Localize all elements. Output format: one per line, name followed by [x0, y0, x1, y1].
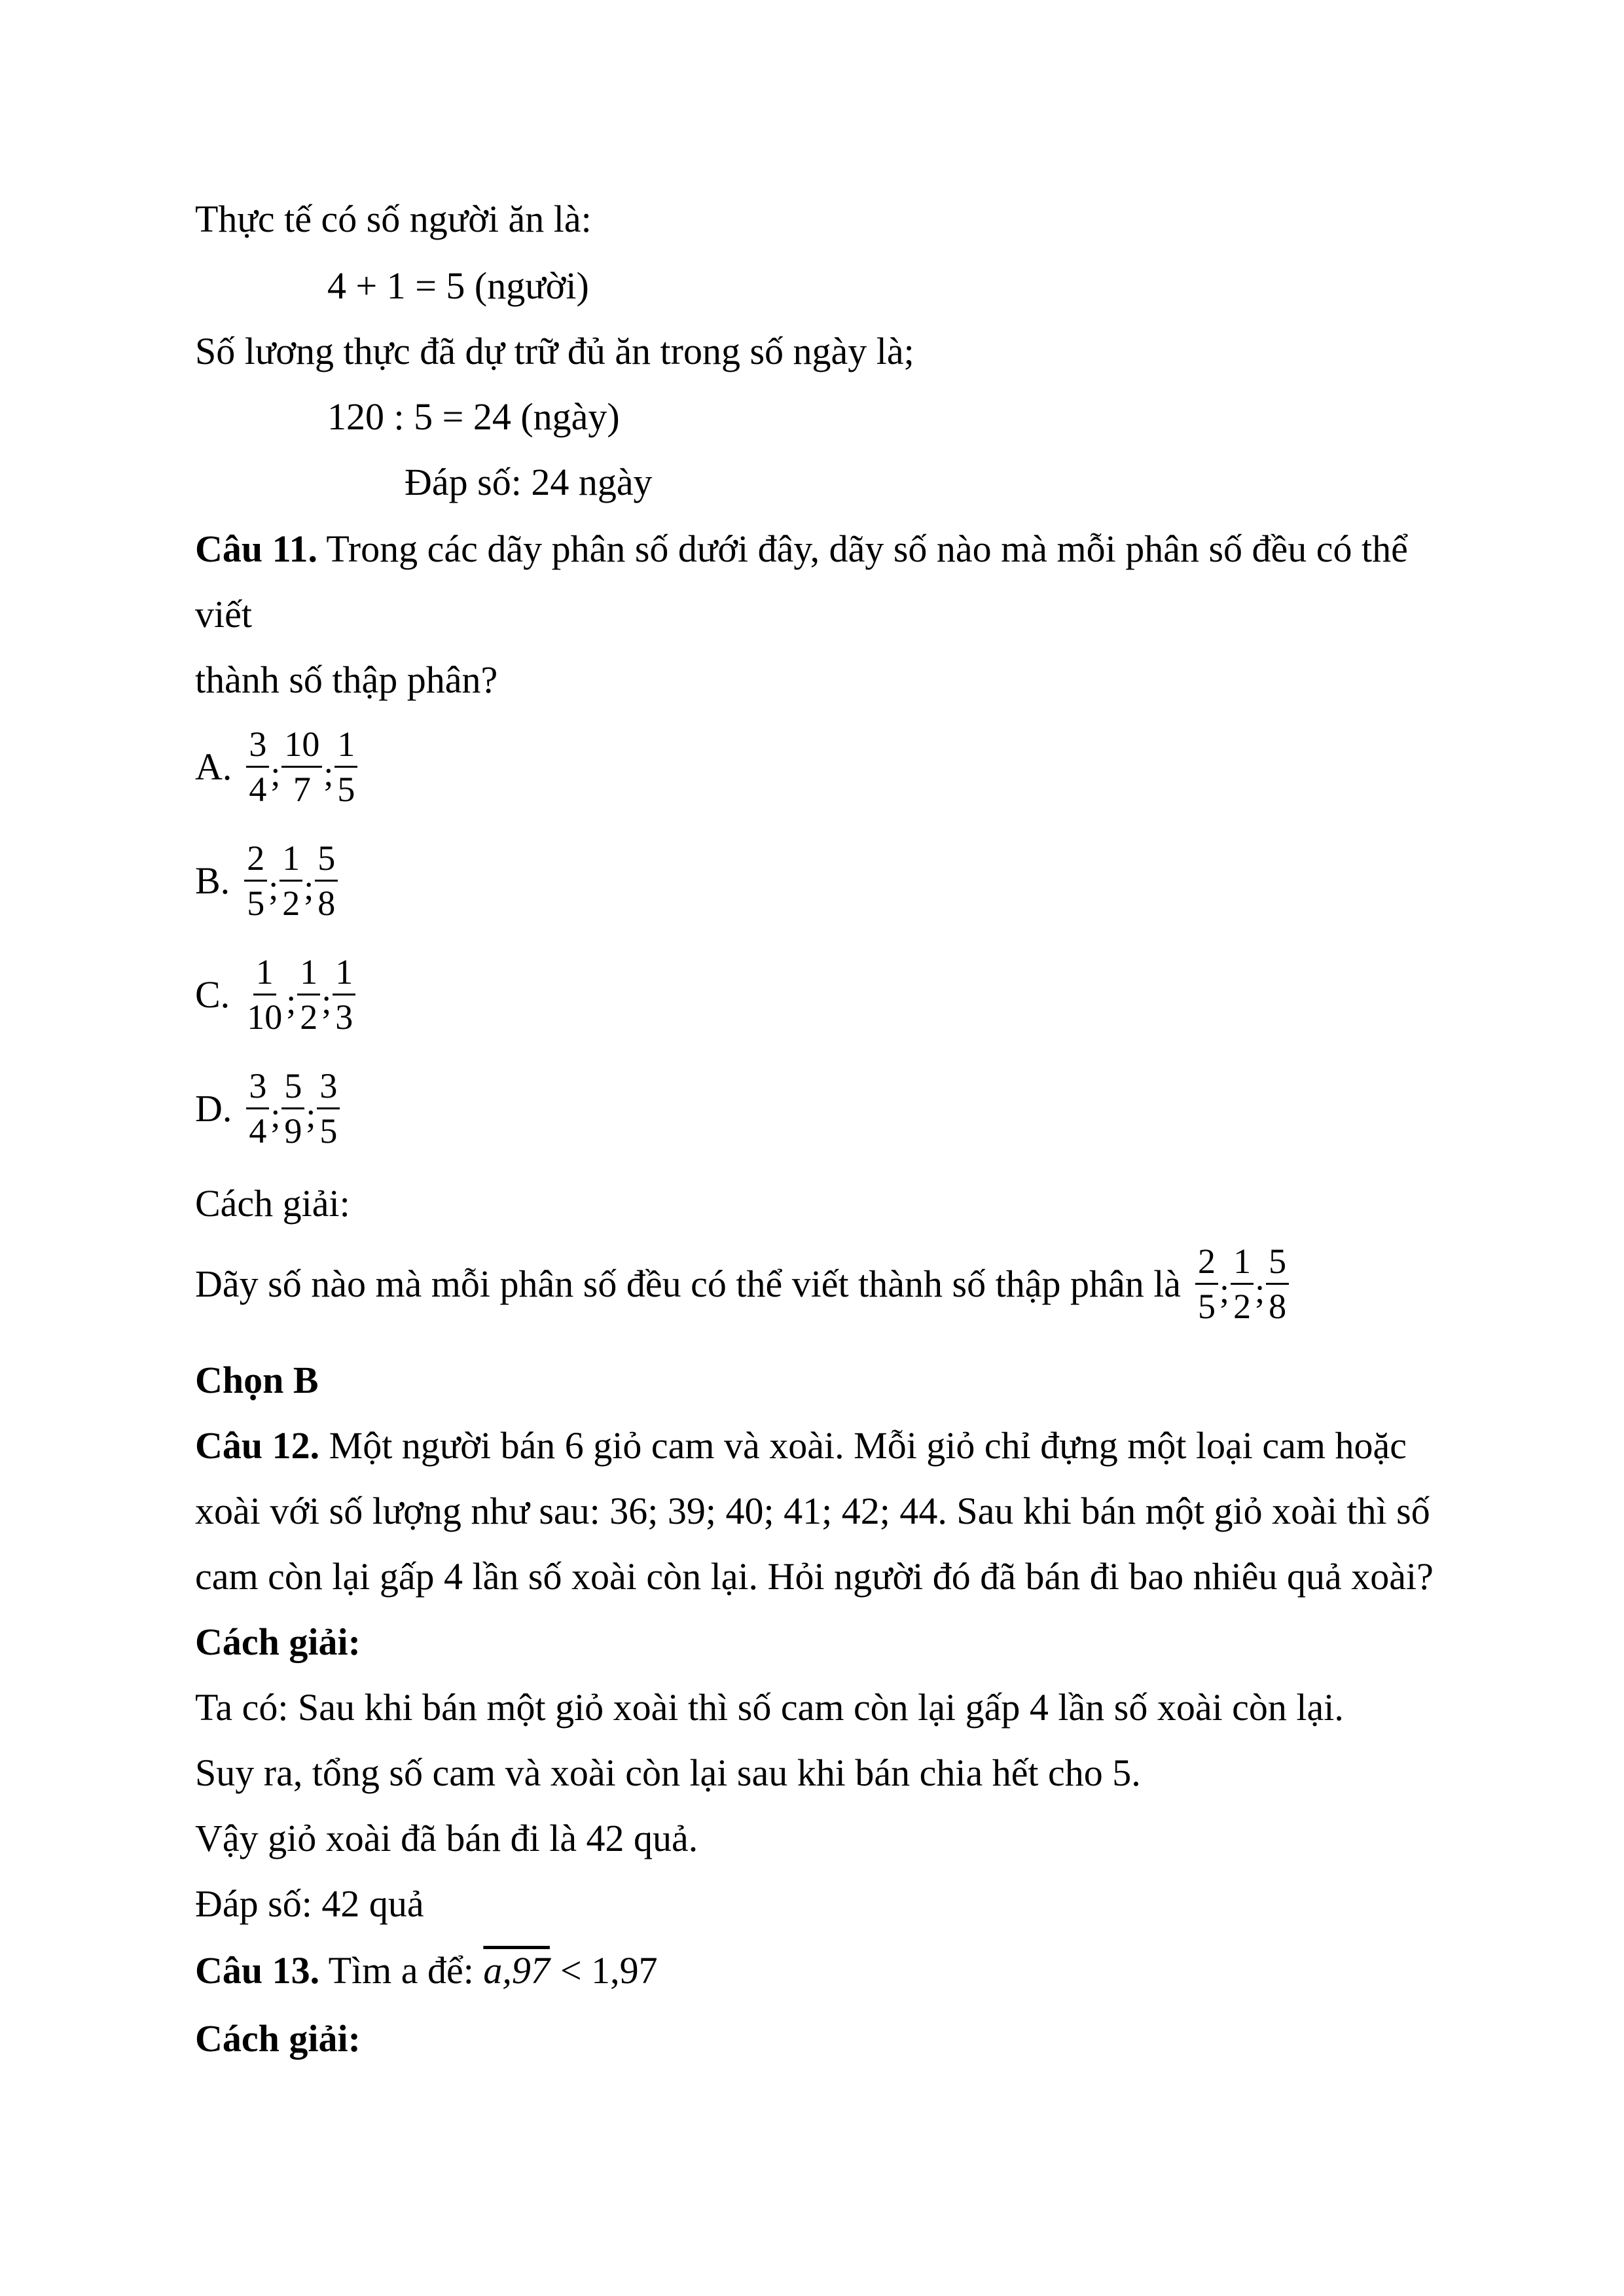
separator: ;	[1255, 1270, 1265, 1310]
question-12	[195, 1424, 1407, 1467]
denominator: 2	[1233, 1287, 1252, 1326]
denominator: 8	[317, 884, 336, 923]
denominator: 8	[1269, 1287, 1287, 1326]
fraction	[281, 1068, 304, 1149]
numerator: 1	[333, 954, 355, 996]
question-11	[195, 530, 1408, 568]
question-11-cont-2: thành số thập phân?	[195, 658, 498, 701]
numerator: 1	[334, 726, 357, 768]
numerator: 1	[253, 954, 276, 996]
numerator: 3	[246, 726, 269, 768]
numerator: 2	[1195, 1244, 1218, 1285]
answer-final: Đáp số: 42 quả	[195, 1882, 424, 1925]
solution-step-2: Suy ra, tổng số cam và xoài còn lại sau khi bán chia hết cho 5.	[195, 1751, 1141, 1794]
answer-line	[195, 1244, 1289, 1324]
numerator: 5	[281, 1068, 304, 1109]
numerator: 2	[244, 840, 267, 882]
line-actual-eaters: Thực tế có số người ăn là:	[195, 198, 592, 240]
denominator: 5	[337, 770, 355, 809]
overline-number: a,97	[483, 1949, 550, 1992]
solution-label: Cách giải:	[195, 1621, 361, 1663]
answer-days: Đáp số: 24 ngày	[405, 461, 653, 503]
solution-label: Cách giải:	[195, 2017, 361, 2060]
separator: ;	[323, 753, 334, 793]
numerator: 1	[1231, 1244, 1254, 1285]
denominator: 5	[319, 1111, 338, 1151]
denominator: 2	[282, 884, 300, 923]
option-c-label: C.	[195, 973, 230, 1016]
inequality: < 1,97	[560, 1949, 658, 1992]
fraction	[244, 954, 285, 1035]
question-13-text: Tìm a để:	[319, 1949, 484, 1992]
numerator: 10	[281, 726, 322, 768]
denominator: 9	[284, 1111, 302, 1151]
fraction	[315, 840, 338, 921]
separator: ;	[286, 981, 297, 1021]
question-13	[195, 1949, 658, 1992]
option-c-fractions	[244, 954, 355, 1035]
solution-label: Cách giải:	[195, 1182, 350, 1225]
option-b-label: B.	[195, 859, 230, 902]
choose-answer: Chọn B	[195, 1359, 319, 1401]
question-11-text: Trong các dãy phân số dưới đây, dãy số nào mà mỗi phân số đều có thể	[317, 528, 1408, 570]
numerator: 3	[317, 1068, 340, 1109]
fraction	[246, 726, 269, 807]
fraction	[246, 1068, 269, 1149]
numerator: 3	[246, 1068, 269, 1109]
denominator: 4	[249, 1111, 267, 1151]
denominator: 10	[247, 997, 283, 1037]
separator: ;	[270, 1095, 281, 1135]
answer-text: Dãy số nào mà mỗi phân số đều có thể viết thành số thập phân là	[195, 1262, 1182, 1305]
question-12-cont-2: cam còn lại gấp 4 lần số xoài còn lại. Hỏi người đó đã bán đi bao nhiêu quả xoài?	[195, 1555, 1434, 1598]
fraction	[1266, 1244, 1289, 1324]
solution-step-1: Ta có: Sau khi bán một giỏ xoài thì số cam còn lại gấp 4 lần số xoài còn lại.	[195, 1686, 1344, 1729]
numerator: 5	[1266, 1244, 1289, 1285]
denominator: 7	[293, 770, 311, 809]
solution-step-3: Vậy giỏ xoài đã bán đi là 42 quả.	[195, 1817, 698, 1859]
denominator: 5	[247, 884, 265, 923]
option-d	[195, 1068, 340, 1149]
separator: ;	[306, 1095, 316, 1135]
question-12-label: Câu 12.	[195, 1424, 320, 1467]
separator: ;	[268, 867, 279, 907]
option-a	[195, 726, 357, 807]
question-11-label: Câu 11.	[195, 528, 317, 570]
denominator: 2	[300, 997, 318, 1037]
separator: ;	[270, 753, 281, 793]
fraction	[1231, 1244, 1254, 1324]
denominator: 4	[249, 770, 267, 809]
denominator: 5	[1198, 1287, 1216, 1326]
question-13-label: Câu 13.	[195, 1949, 320, 1992]
option-d-fractions	[246, 1068, 340, 1149]
separator: ;	[304, 867, 314, 907]
separator: ;	[1219, 1270, 1230, 1310]
numerator: 5	[315, 840, 338, 882]
option-c	[195, 954, 355, 1035]
fraction	[1195, 1244, 1218, 1324]
question-12-text: Một người bán 6 giỏ cam và xoài. Mỗi giỏ chỉ đựng một loại cam hoặc	[319, 1424, 1407, 1467]
option-d-label: D.	[195, 1087, 232, 1130]
fraction	[334, 726, 357, 807]
fraction	[333, 954, 355, 1035]
fraction	[281, 726, 322, 807]
fraction	[317, 1068, 340, 1149]
numerator: 1	[280, 840, 302, 882]
option-a-label: A.	[195, 745, 232, 788]
separator: ;	[321, 981, 332, 1021]
line-days-enough: Số lương thực đã dự trữ đủ ăn trong số ngày là;	[195, 330, 914, 372]
option-b	[195, 840, 338, 921]
fraction	[297, 954, 320, 1035]
option-b-fractions	[244, 840, 338, 921]
fraction	[280, 840, 302, 921]
answer-fractions	[1195, 1244, 1289, 1324]
calc-days: 120 : 5 = 24 (ngày)	[327, 395, 620, 438]
question-12-cont-1: xoài với số lượng như sau: 36; 39; 40; 41; 42; 44. Sau khi bán một giỏ xoài thì số	[195, 1490, 1430, 1532]
denominator: 3	[335, 997, 353, 1037]
question-11-cont-1: viết	[195, 593, 252, 636]
option-a-fractions	[246, 726, 357, 807]
numerator: 1	[297, 954, 320, 996]
calc-people: 4 + 1 = 5 (người)	[327, 264, 589, 307]
fraction	[244, 840, 267, 921]
